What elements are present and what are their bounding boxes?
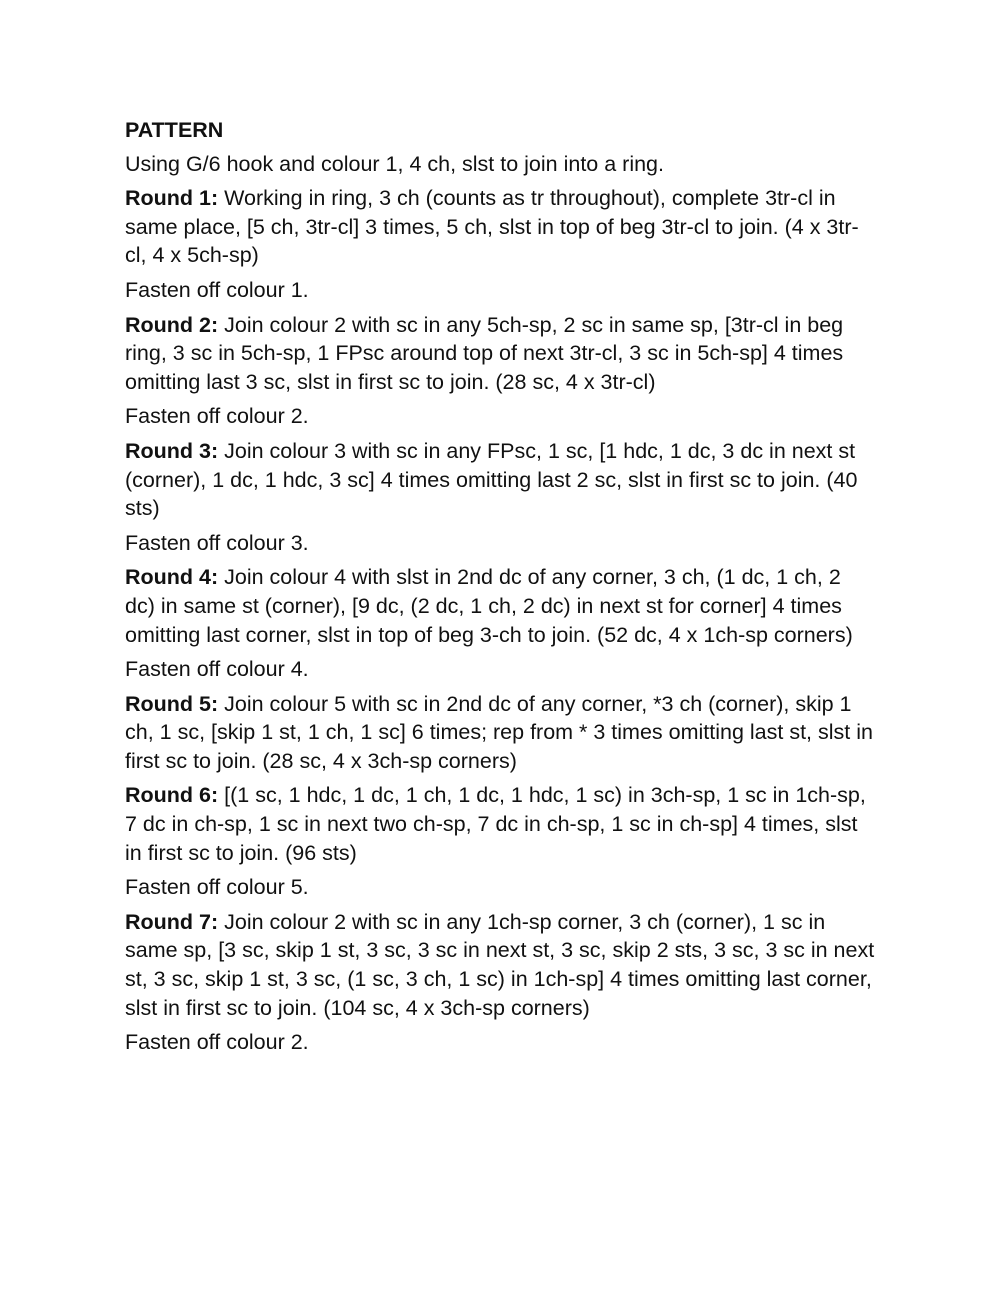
pattern-intro: Using G/6 hook and colour 1, 4 ch, slst to join into a ring. xyxy=(125,151,664,176)
round-3 xyxy=(125,437,875,523)
pattern-heading: PATTERN xyxy=(125,118,224,142)
fasten-off-note: Fasten off colour 2. xyxy=(125,1030,309,1055)
round-text: Join colour 4 with slst in 2nd dc of any corner, 3 ch, (1 dc, 1 ch, 2 dc) in same st (corner), [9 dc, (2 dc, 1 ch, 2 dc) in next st for corner] 4 times omitting last corner, slst in top of beg 3-ch to join. (52 dc, 4 x 1ch-sp corners) xyxy=(125,565,853,647)
round-label: Round 7: xyxy=(125,909,219,934)
round-label: Round 2: xyxy=(125,312,219,337)
round-label: Round 6: xyxy=(125,783,219,808)
round-5 xyxy=(125,690,875,776)
round-text: Join colour 2 with sc in any 1ch-sp corner, 3 ch (corner), 1 sc in same sp, [3 sc, skip 1 st, 3 sc, 3 sc in next st, 3 sc, skip 2 sts, 3 sc, 3 sc in next st, 3 sc, skip 1 st, 3 sc, (1 sc, 3 ch, 1 sc) in 1ch-sp] 4 times omitting last corner, slst in first sc to join. (104 sc, 4 x 3ch-sp corners) xyxy=(125,909,875,1020)
round-7 xyxy=(125,908,875,1022)
round-text: Join colour 2 with sc in any 5ch-sp, 2 sc in same sp, [3tr-cl in beg ring, 3 sc in 5ch-sp, 1 FPsc around top of next 3tr-cl, 3 sc in 5ch-sp] 4 times omitting last 3 sc, slst in first sc to join. (28 sc, 4 x 3tr-cl) xyxy=(125,312,844,394)
fasten-off-note: Fasten off colour 3. xyxy=(125,530,309,555)
round-label: Round 1: xyxy=(125,186,219,211)
round-text: Join colour 3 with sc in any FPsc, 1 sc, [1 hdc, 1 dc, 3 dc in next st (corner), 1 dc, 1 hdc, 3 sc] 4 times omitting last 2 sc, slst in first sc to join. (40 sts) xyxy=(125,438,858,521)
fasten-off-note: Fasten off colour 4. xyxy=(125,657,309,682)
round-6 xyxy=(125,781,875,867)
fasten-off-note: Fasten off colour 5. xyxy=(125,875,309,900)
fasten-off-note: Fasten off colour 2. xyxy=(125,404,309,429)
round-1 xyxy=(125,184,875,270)
round-label: Round 4: xyxy=(125,565,219,590)
round-text: Join colour 5 with sc in 2nd dc of any corner, *3 ch (corner), skip 1 ch, 1 sc, [skip 1 st, 1 ch, 1 sc] 6 times; rep from * 3 times omitting last st, slst in first sc to join. (28 sc, 4 x 3ch-sp corners) xyxy=(125,691,873,773)
round-label: Round 3: xyxy=(125,438,219,463)
round-text: Working in ring, 3 ch (counts as tr throughout), complete 3tr-cl in same place, [5 ch, 3tr-cl] 3 times, 5 ch, slst in top of beg 3tr-cl to join. (4 x 3tr-cl, 4 x 5ch-sp) xyxy=(125,186,859,268)
round-label: Round 5: xyxy=(125,691,219,716)
round-2 xyxy=(125,311,875,397)
fasten-off-note: Fasten off colour 1. xyxy=(125,277,309,302)
pattern-document xyxy=(125,116,875,1063)
round-text: [(1 sc, 1 hdc, 1 dc, 1 ch, 1 dc, 1 hdc, 1 sc) in 3ch-sp, 1 sc in 1ch-sp, 7 dc in ch-sp, 1 sc in next two ch-sp, 7 dc in ch-sp, 1 sc in ch-sp] 4 times, slst in first sc to join. (96 sts) xyxy=(125,783,866,865)
round-4 xyxy=(125,563,875,649)
